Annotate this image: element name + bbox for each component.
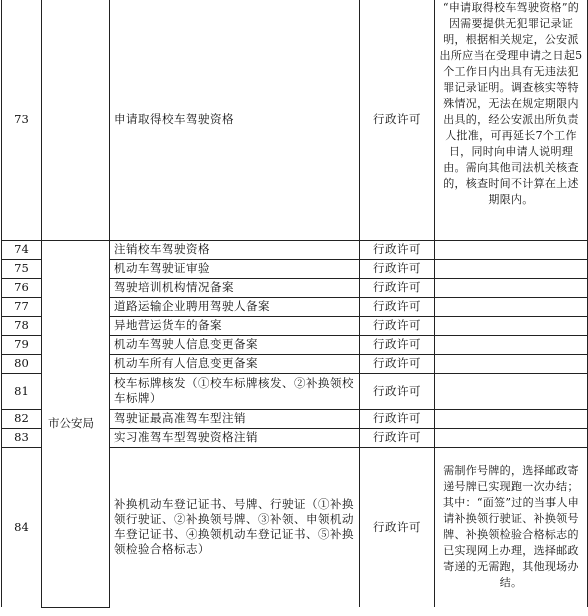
item-note <box>435 278 588 297</box>
item-name: 申请取得校车驾驶资格 <box>110 0 360 240</box>
department-cell <box>42 0 110 240</box>
row-number: 80 <box>2 354 42 373</box>
item-type: 行政许可 <box>360 297 435 316</box>
item-note <box>435 335 588 354</box>
item-name: 机动车驾驶证审验 <box>110 259 360 278</box>
service-items-table <box>1 0 588 608</box>
item-name: 补换机动车登记证书、号牌、行驶证（①补换领行驶证、②补换领号牌、③补领、申领机动车登记证书、④换领机动车登记证书、⑤补换领检验合格标志） <box>110 447 360 607</box>
item-note <box>435 428 588 447</box>
item-name: 驾驶培训机构情况备案 <box>110 278 360 297</box>
item-name: 驾驶证最高准驾车型注销 <box>110 409 360 428</box>
row-number: 81 <box>2 373 42 409</box>
item-note <box>435 259 588 278</box>
item-note <box>435 316 588 335</box>
row-number: 84 <box>2 447 42 607</box>
row-number: 76 <box>2 278 42 297</box>
item-note: “申请取得校车驾驶资格”的因需要提供无犯罪记录证明，根据相关规定，公安派出所应当在受理申请之日起5个工作日内出具有无违法犯罪记录证明。调查核实等特殊情况，无法在规定期限内出具的，经公安派出所负责人批准，可再延长7个工作日，同时向申请人说明理由。需向其他司法机关核查的，核查时间不计算在上述期限内。 <box>435 0 588 240</box>
row-number: 74 <box>2 240 42 259</box>
table-row <box>2 0 588 240</box>
item-type: 行政许可 <box>360 259 435 278</box>
item-name: 异地营运货车的备案 <box>110 316 360 335</box>
item-type: 行政许可 <box>360 447 435 607</box>
item-type: 行政许可 <box>360 335 435 354</box>
row-number: 78 <box>2 316 42 335</box>
item-type: 行政许可 <box>360 373 435 409</box>
item-name: 机动车驾驶人信息变更备案 <box>110 335 360 354</box>
row-number: 75 <box>2 259 42 278</box>
item-note <box>435 240 588 259</box>
row-number: 82 <box>2 409 42 428</box>
item-type: 行政许可 <box>360 409 435 428</box>
item-note <box>435 409 588 428</box>
row-number: 79 <box>2 335 42 354</box>
item-name: 道路运输企业聘用驾驶人备案 <box>110 297 360 316</box>
row-number: 83 <box>2 428 42 447</box>
item-type: 行政许可 <box>360 240 435 259</box>
item-note <box>435 297 588 316</box>
item-note <box>435 373 588 409</box>
item-type: 行政许可 <box>360 354 435 373</box>
row-number: 77 <box>2 297 42 316</box>
item-type: 行政许可 <box>360 278 435 297</box>
table-row <box>2 240 588 259</box>
row-number: 73 <box>2 0 42 240</box>
department-cell: 市公安局 <box>42 240 110 607</box>
item-name: 注销校车驾驶资格 <box>110 240 360 259</box>
item-name: 实习准驾车型驾驶资格注销 <box>110 428 360 447</box>
item-type: 行政许可 <box>360 0 435 240</box>
item-note <box>435 354 588 373</box>
item-name: 校车标牌核发（①校车标牌核发、②补换领校车标牌） <box>110 373 360 409</box>
item-name: 机动车所有人信息变更备案 <box>110 354 360 373</box>
item-note: 需制作号牌的，选择邮政寄递号牌已实现跑一次办结；其中：“面签”过的当事人申请补换领行驶证、补换领号牌、补换领检验合格标志的已实现网上办理，选择邮政寄递的无需跑，其他现场办结。 <box>435 447 588 607</box>
item-type: 行政许可 <box>360 316 435 335</box>
item-type: 行政许可 <box>360 428 435 447</box>
